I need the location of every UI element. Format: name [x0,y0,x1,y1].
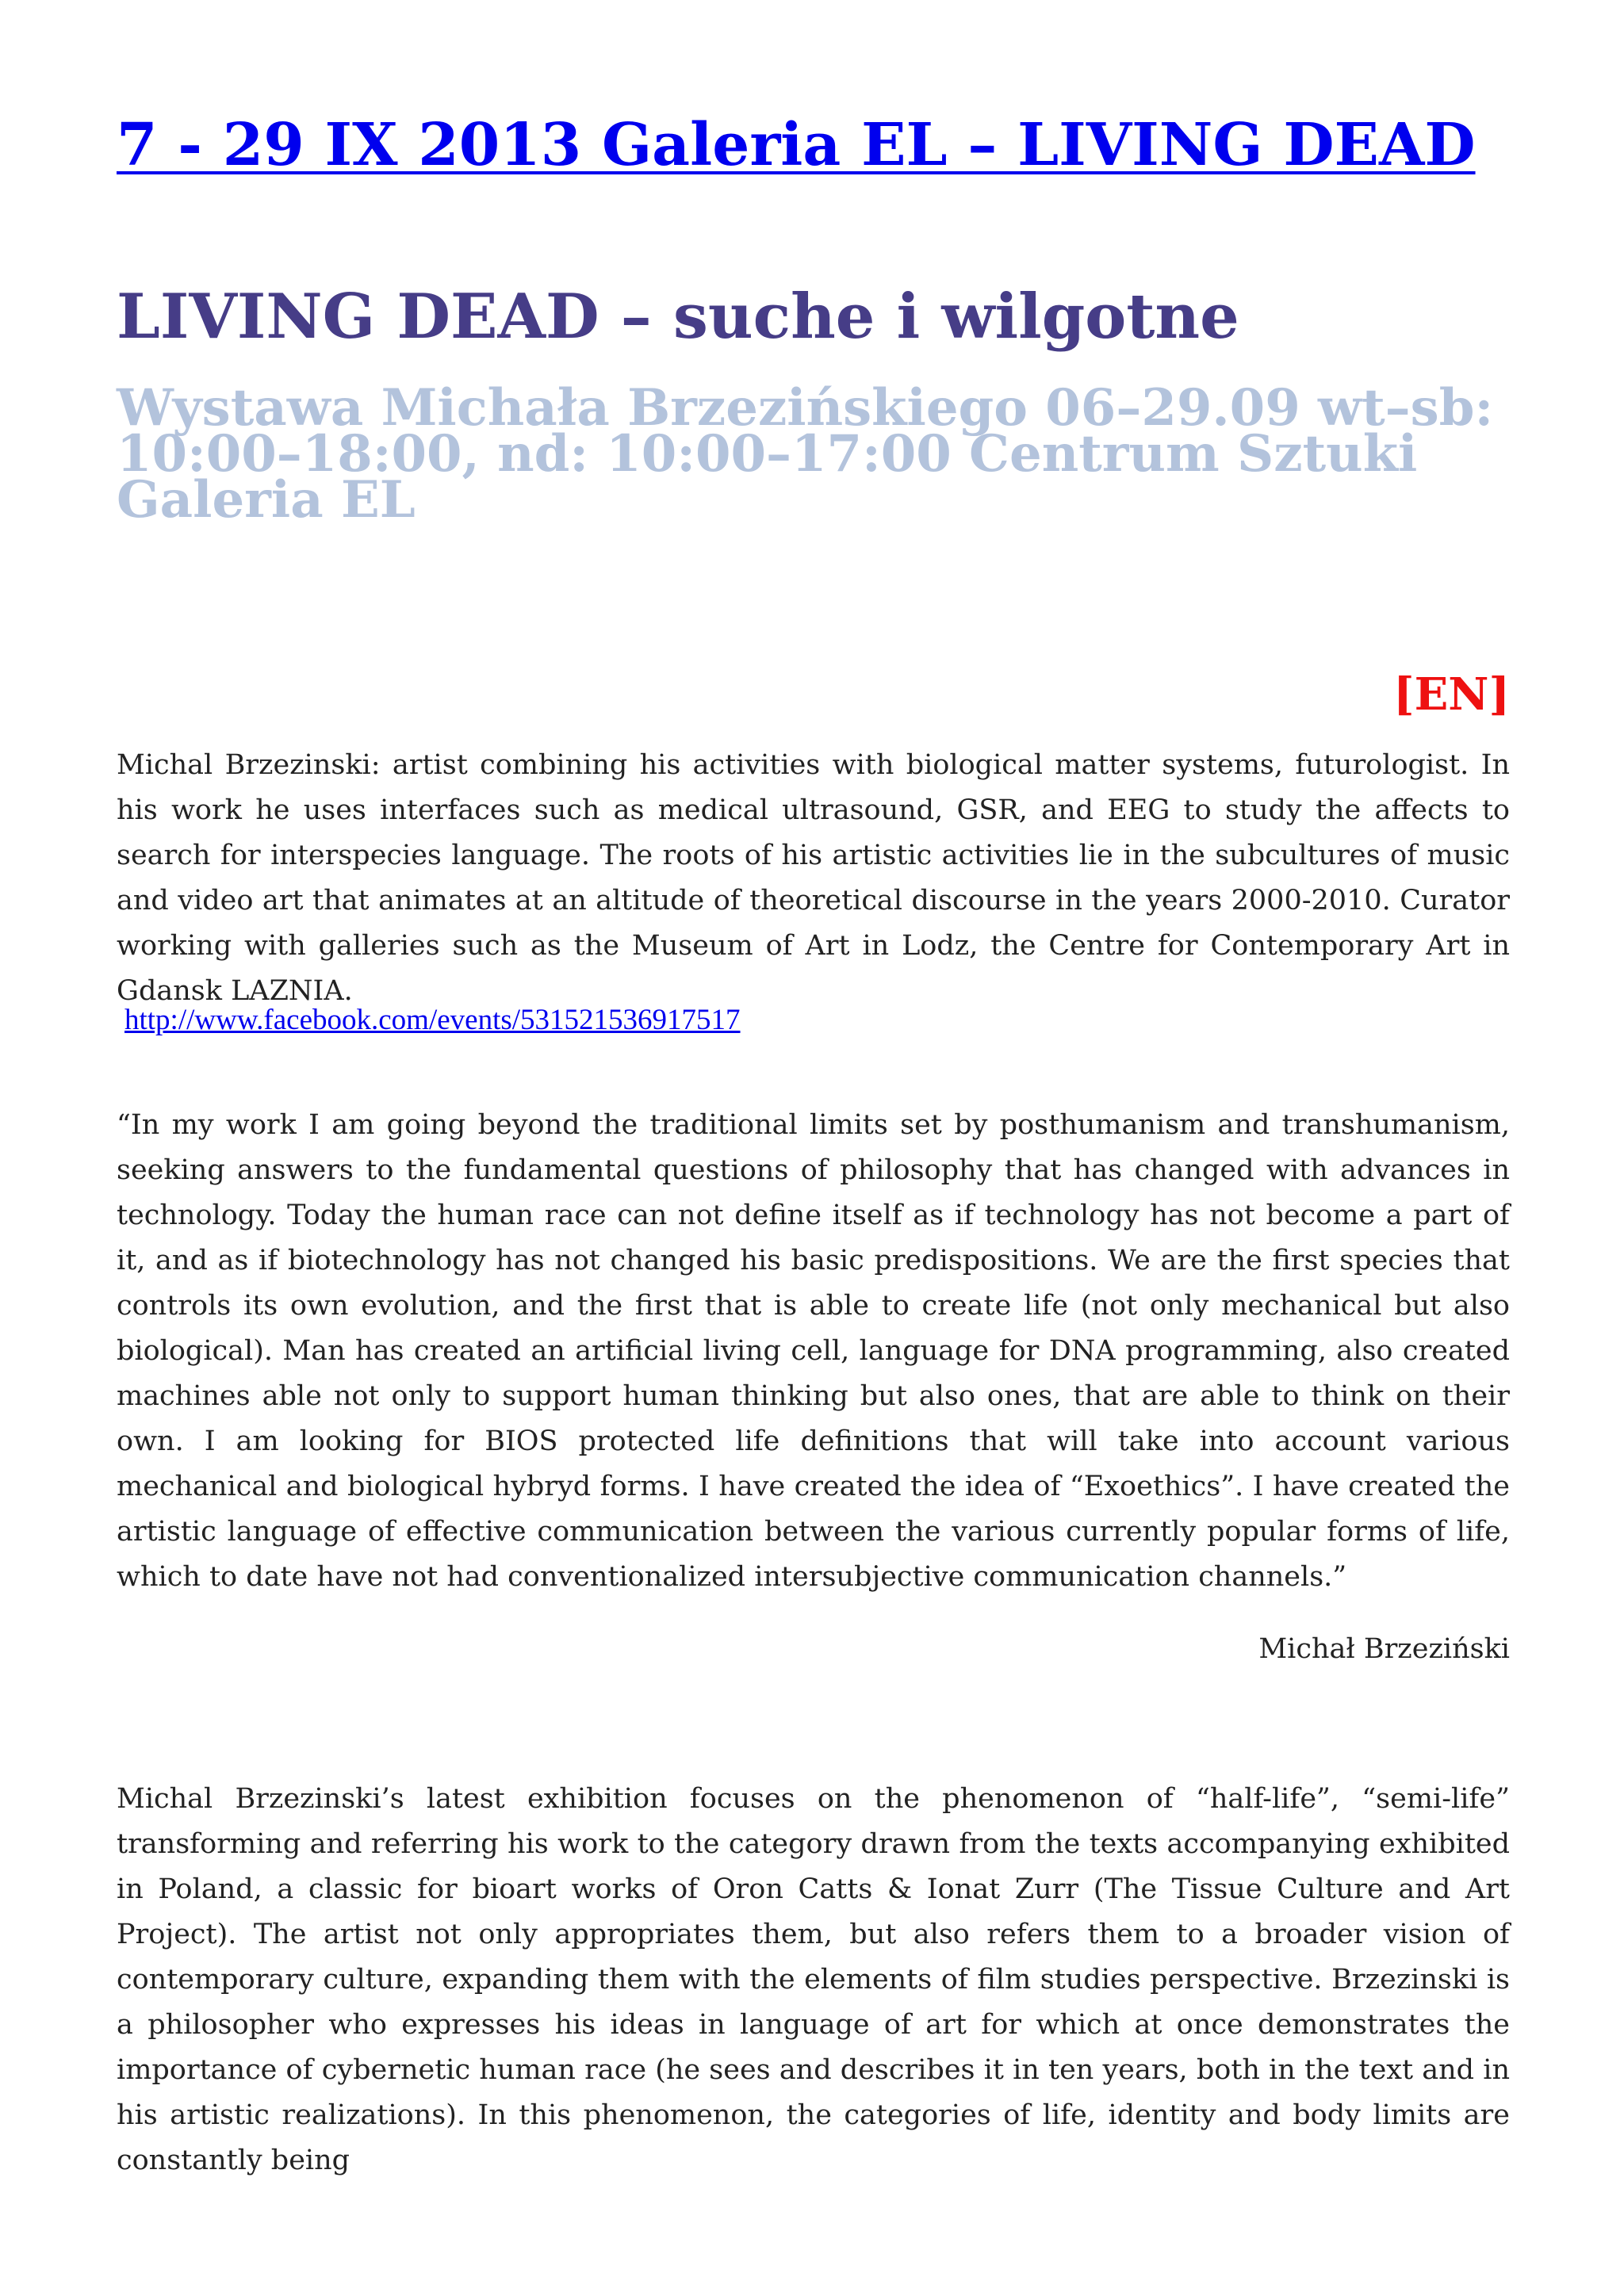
artist-bio-paragraph: Michal Brzezinski: artist combining his activities with biological matter systems, futurologist. In his work he uses interfaces such as medical ultrasound, GSR, and EEG to study the affects to search for interspecies language. The roots of his artistic activities lie in the subcultures of music and video art that animates at an altitude of theoretical discourse in the years 2000-2010. Curator working with galleries such as the Museum of Art in Lodz, the Centre for Contemporary Art in Gdansk LAZNIA. [117,749,1510,1007]
post-title-link[interactable]: 7 - 29 IX 2013 Galeria EL – LIVING DEAD [117,111,1476,179]
exhibition-heading: LIVING DEAD – suche i wilgotne [117,281,1239,353]
language-tag-en: [EN] [1393,668,1510,721]
facebook-event-link[interactable]: http://www.facebook.com/events/531521536917517 [124,1004,741,1036]
artist-quote-paragraph: “In my work I am going beyond the traditional limits set by posthumanism and transhumanism, seeking answers to the fundamental questions of philosophy that has changed with advances in technology. Today the human race can not define itself as if technology has not become a part of it, and as if biotechnology has not changed his basic predispositions. We are the first species that controls its own evolution, and the first that is able to create life (not only mechanical but also biological). Man has created an artificial living cell, language for DNA programming, also created machines able not only to support human thinking but also ones, that are able to think on their own. I am looking for BIOS protected life definitions that will take into account various mechanical and biological hybryd forms. I have created the idea of “Exoethics”. I have created the artistic language of effective communication between the various currently popular forms of life, which to date have not had conventionalized intersubjective communication channels.” [117,1109,1510,1593]
quote-signature: Michał Brzeziński [1258,1633,1510,1665]
exhibition-subheading: Wystawa Michała Brzezińskiego 06–29.09 wt–sb: 10:00–18:00, nd: 10:00–17:00 Centrum Sztuki Galeria EL [117,378,1494,530]
exhibition-description-paragraph: Michal Brzezinski’s latest exhibition focuses on the phenomenon of “half-life”, “semi-life” transforming and referring his work to the category drawn from the texts accompanying exhibited in Poland, a classic for bioart works of Oron Catts & Ionat Zurr (The Tissue Culture and Art Project). The artist not only appropriates them, but also refers them to a broader vision of contemporary culture, expanding them with the elements of film studies perspective. Brzezinski is a philosopher who expresses his ideas in language of art for which at once demonstrates the importance of cybernetic human race (he sees and describes it in ten years, both in the text and in his artistic realizations). In this phenomenon, the categories of life, identity and body limits are constantly being [117,1783,1510,2176]
